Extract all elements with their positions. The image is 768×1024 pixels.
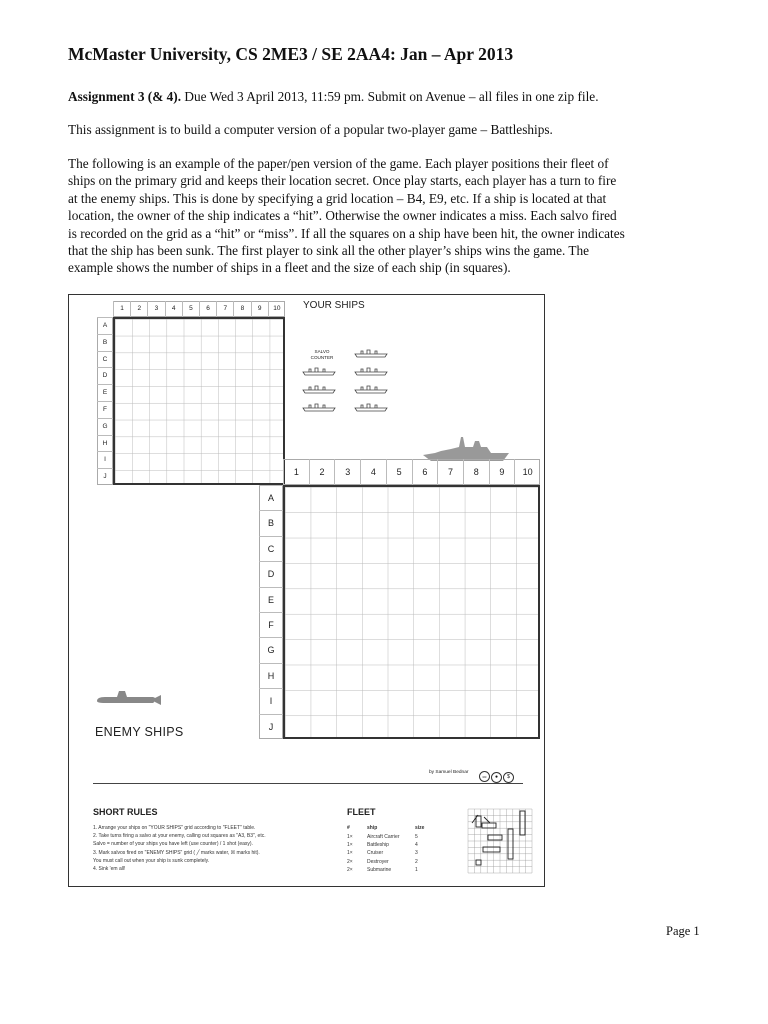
fleet-header-size: size [415,825,425,831]
nc-icon: $ [503,772,514,783]
row-header-G: G [259,637,283,662]
your-ships-label: YOUR SHIPS [303,300,365,311]
salvo-ship-icon [355,350,387,357]
column-header-8: 8 [463,459,489,485]
column-header-10: 10 [514,459,540,485]
enemy-ships-label: ENEMY SHIPS [95,725,184,739]
description-line: example shows the number of ships in a fleet and the size of each ship (in squares). [68,260,511,276]
row-header-G: G [97,418,113,435]
cc-icon: cc [479,771,490,782]
row-header-A: A [259,485,283,510]
assignment-label: Assignment 3 (& 4). [68,89,182,104]
salvo-ship-icon [355,386,387,393]
your-ships-grid [113,317,285,485]
fleet-title: FLEET [347,807,376,817]
by-icon: ● [491,772,502,783]
short-rule-item: Salvo = number of your ships you have left (use counter) / 1 shot (easy). [93,841,253,848]
row-header-H: H [97,435,113,452]
column-header-5: 5 [386,459,412,485]
description-line: that the ship has been sunk. The first player to sink all the other player’s ships wins the game. The [68,243,590,258]
column-header-4: 4 [165,301,182,317]
row-header-D: D [97,367,113,384]
short-rule-item: You must call out when your ship is sunk completely. [93,857,210,864]
fleet-cell: 1× [347,842,353,849]
row-header-B: B [259,510,283,535]
column-header-7: 7 [216,301,233,317]
license-badge [479,765,514,783]
fleet-cell: 1 [415,866,418,873]
fleet-header-ship: ship [367,825,378,831]
fleet-cell: 1× [347,850,353,857]
fleet-cell: 3 [415,850,418,857]
column-header-4: 4 [360,459,386,485]
row-header-I: I [259,688,283,713]
fleet-cell: 5 [415,834,418,840]
salvo-counter-ships [301,347,396,427]
column-header-8: 8 [233,301,250,317]
row-header-A: A [97,317,113,334]
column-header-5: 5 [182,301,199,317]
short-rule-item: 4. Sink 'em all! [93,866,126,872]
fleet-table [347,825,457,885]
column-header-1: 1 [113,301,130,317]
column-header-9: 9 [489,459,515,485]
intro-paragraph: This assignment is to build a computer version of a popular two-player game – Battleships. [68,122,553,137]
row-header-B: B [97,334,113,351]
salvo-ship-icon [303,404,335,411]
page-number: Page 1 [666,924,700,938]
document-title: McMaster University, CS 2ME3 / SE 2AA4: Jan – Apr 2013 [68,44,514,64]
short-rule-item: 2. Take turns firing a salvo at your enemy, calling out squares as "A3, B3", etc. [93,833,266,840]
column-header-2: 2 [309,459,335,485]
enemy-ships-grid [283,485,540,739]
row-header-E: E [97,384,113,401]
column-header-3: 3 [147,301,164,317]
fleet-cell: Aircraft Carrier [367,834,400,840]
row-header-J: J [97,468,113,485]
description-line: The following is an example of the paper/pen version of the game. Each player positions their fleet of [68,156,609,171]
column-header-6: 6 [199,301,216,317]
short-rule-item: 3. Mark salvos fired on "ENEMY SHIPS" grid ( ╱ marks water, ☒ marks hit). [93,849,260,856]
description-line: is recorded on the grid as a “hit” or “miss”. If all the squares on a ship have been hit, the owner indicates [68,225,625,241]
battleships-figure [68,294,545,887]
example-mini-grid [462,807,534,881]
column-header-1: 1 [283,459,309,485]
salvo-ship-icon [303,368,335,375]
row-header-C: C [97,351,113,368]
description-line: location, the owner of the ship indicates a “hit”. Otherwise the owner indicates a miss. Each salvo fired [68,208,617,224]
row-header-F: F [97,401,113,418]
author-credit: by Samuel Bednar [429,770,469,775]
salvo-ship-icon [355,404,387,411]
row-header-C: C [259,536,283,561]
fleet-cell: 2× [347,866,353,873]
fleet-cell: Submarine [367,866,392,873]
fleet-cell: 2 [415,858,418,865]
row-header-J: J [259,714,283,739]
fleet-cell: Cruiser [367,850,384,857]
description-line: at the enemy ships. This is done by specifying a grid location – B4, E9, etc. If a ship is located at that [68,190,607,206]
column-header-2: 2 [130,301,147,317]
salvo-ship-icon [303,386,335,393]
short-rules-title: SHORT RULES [93,807,158,817]
column-header-9: 9 [251,301,268,317]
assignment-line [68,88,708,105]
fleet-header-: # [347,825,350,831]
description-paragraph [68,155,708,280]
description-line: ships on the primary grid and keeps their location secret. Once play starts, each player has a turn to fire [68,173,617,189]
row-header-F: F [259,612,283,637]
short-rule-item: 1. Arrange your ships on "YOUR SHIPS" grid according to "FLEET" table. [93,825,256,831]
fleet-cell: Battleship [367,842,389,849]
salvo-ship-icon [355,368,387,375]
fleet-cell: Destroyer [367,858,389,865]
column-header-6: 6 [412,459,438,485]
row-header-H: H [259,663,283,688]
fleet-cell: 2× [347,858,353,865]
row-header-D: D [259,561,283,586]
submarine-silhouette-icon [95,689,165,709]
fleet-cell: 4 [415,842,418,849]
row-header-I: I [97,451,113,468]
figure-divider [93,783,523,784]
column-header-7: 7 [437,459,463,485]
assignment-due-text: Due Wed 3 April 2013, 11:59 pm. Submit on Avenue – all files in one zip file. [181,89,599,104]
column-header-3: 3 [334,459,360,485]
column-header-10: 10 [268,301,285,317]
row-header-E: E [259,587,283,612]
salvo-counter-label: SALVO COUNTER [310,349,334,360]
fleet-cell: 1× [347,834,353,840]
